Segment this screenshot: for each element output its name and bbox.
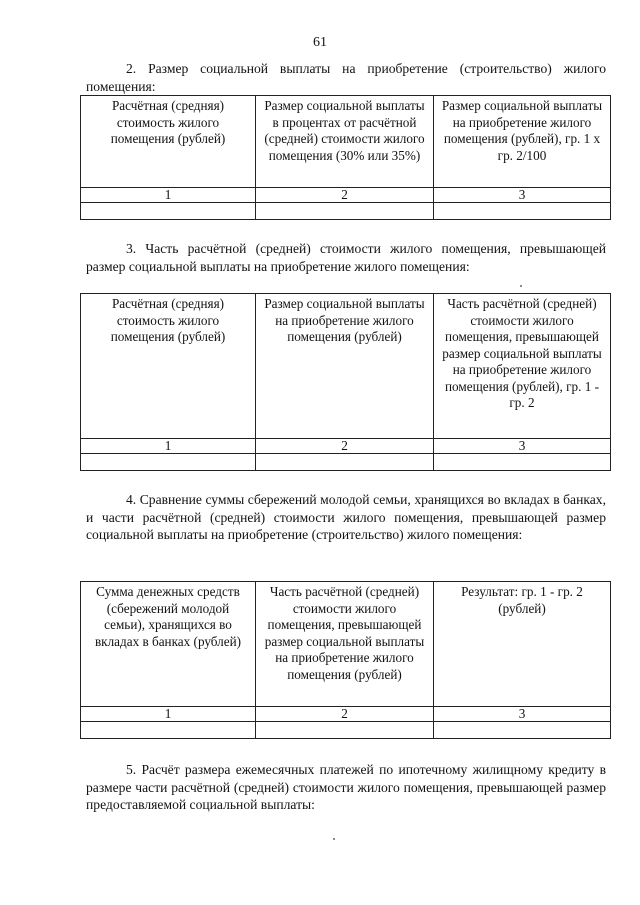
table-header-cell: Часть расчётной (средней) стоимости жилого помещения, превышающей размер социальной выплаты на приобретение жилого помещения (рублей), гр. 1 - гр. 2 xyxy=(434,294,611,439)
table-header-cell: Результат: гр. 1 - гр. 2 (рублей) xyxy=(434,582,611,707)
section-4-heading: 4. Сравнение суммы сбережений молодой семьи, хранящихся во вкладах в банках, и части расчётной (средней) стоимости жилого помещения, превышающей размер социальной выплаты на приобретение (строительство) жилого помещения: xyxy=(86,492,606,542)
column-number: 2 xyxy=(256,188,434,203)
column-number: 3 xyxy=(434,707,611,722)
table-header-cell: Расчётная (средняя) стоимость жилого помещения (рублей) xyxy=(81,96,256,188)
column-number: 1 xyxy=(81,439,256,454)
section-3-table xyxy=(80,293,611,471)
table-cell-empty xyxy=(434,203,611,220)
scan-speck xyxy=(333,838,335,840)
section-3-heading: 3. Часть расчётной (средней) стоимости жилого помещения, превышающей размер социальной выплаты на приобретение жилого помещения: xyxy=(86,241,606,274)
table-header-cell: Размер социальной выплаты на приобретение жилого помещения (рублей) xyxy=(256,294,434,439)
table-header-cell: Размер социальной выплаты на приобретение жилого помещения (рублей), гр. 1 х гр. 2/100 xyxy=(434,96,611,188)
column-number: 2 xyxy=(256,439,434,454)
column-number: 1 xyxy=(81,188,256,203)
section-4-table xyxy=(80,581,611,739)
column-number: 1 xyxy=(81,707,256,722)
table-cell-empty xyxy=(81,454,256,471)
table-header-cell: Расчётная (средняя) стоимость жилого помещения (рублей) xyxy=(81,294,256,439)
scan-speck xyxy=(520,285,522,287)
column-number: 3 xyxy=(434,439,611,454)
column-number: 2 xyxy=(256,707,434,722)
table-header-cell: Размер социальной выплаты в процентах от расчётной (средней) стоимости жилого помещения (30% или 35%) xyxy=(256,96,434,188)
table-cell-empty xyxy=(256,722,434,739)
section-2-heading: 2. Размер социальной выплаты на приобретение (строительство) жилого помещения: xyxy=(86,61,606,94)
section-5-heading: 5. Расчёт размера ежемесячных платежей по ипотечному жилищному кредиту в размере части расчётной (средней) стоимости жилого помещения, превышающей размер предоставляемой социальной выплаты: xyxy=(86,762,606,812)
page-number: 61 xyxy=(313,35,327,50)
table-header-cell: Сумма денежных средств (сбережений молодой семьи), хранящихся во вкладах в банках (рублей) xyxy=(81,582,256,707)
table-cell-empty xyxy=(434,722,611,739)
table-cell-empty xyxy=(81,722,256,739)
table-cell-empty xyxy=(256,203,434,220)
table-cell-empty xyxy=(434,454,611,471)
column-number: 3 xyxy=(434,188,611,203)
section-2-table xyxy=(80,95,611,220)
table-header-cell: Часть расчётной (средней) стоимости жилого помещения, превышающей размер социальной выплаты на приобретение жилого помещения (рублей) xyxy=(256,582,434,707)
table-cell-empty xyxy=(256,454,434,471)
table-cell-empty xyxy=(81,203,256,220)
